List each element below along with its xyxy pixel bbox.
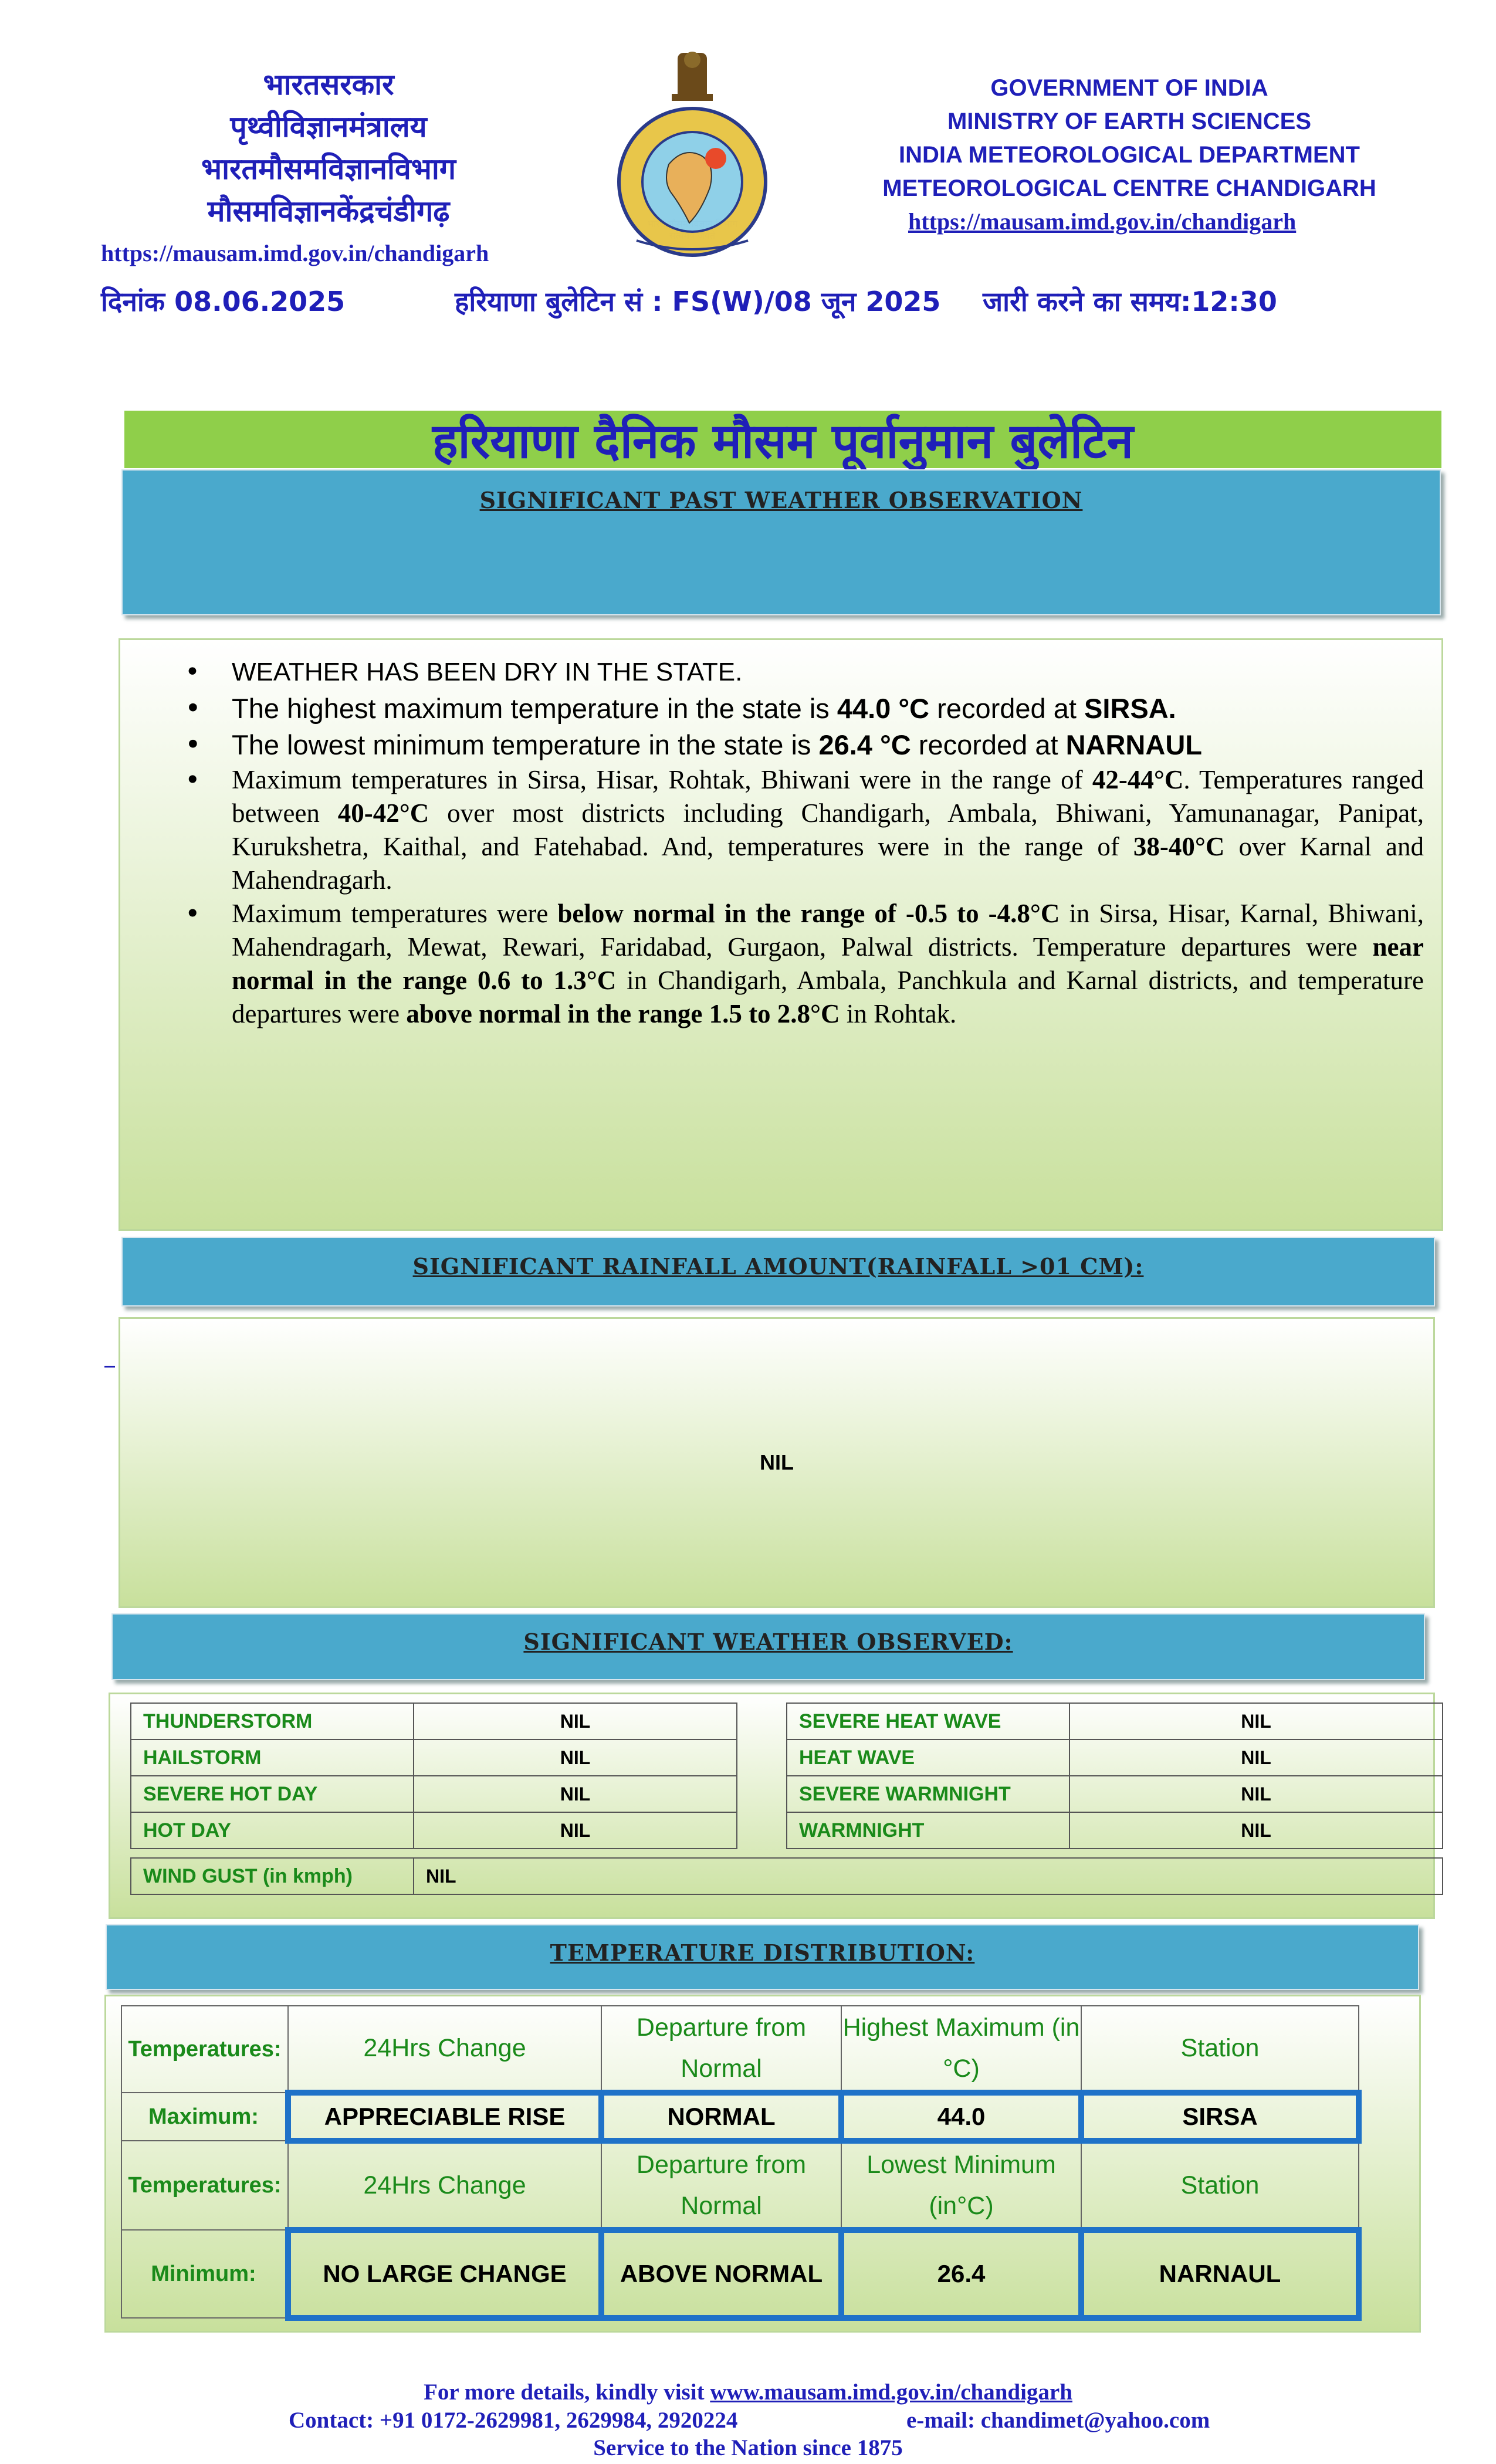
temperature-header <box>106 1924 1419 1990</box>
rainfall-header <box>121 1237 1435 1307</box>
weather-observed-header <box>111 1613 1425 1680</box>
bulletin-title: हरियाणा दैनिक मौसम पूर्वानुमान बुलेटिन <box>124 411 1441 468</box>
bulletin-number: हरियाणा बुलेटिन सं : FS(W)/08 जून 2025 <box>455 286 941 317</box>
list-item: • The highest maximum temperature in the state is 44.0 °C recorded at SIRSA. <box>232 691 1424 727</box>
past-weather-heading: SIGNIFICANT PAST WEATHER OBSERVATION <box>479 487 1083 513</box>
table-row: THUNDERSTORM NIL <box>131 1703 737 1739</box>
english-url-link[interactable]: https://mausam.imd.gov.in/chandigarh <box>908 208 1297 235</box>
table-row: Temperatures: 24Hrs Change Departure from Normal Lowest Minimum (in°C) Station <box>121 2141 1359 2230</box>
footer-link[interactable]: www.mausam.imd.gov.in/chandigarh <box>710 2380 1072 2405</box>
temperature-heading: TEMPERATURE DISTRIBUTION: <box>550 1940 975 1966</box>
english-line: METEOROLOGICAL CENTRE CHANDIGARH <box>882 175 1376 201</box>
english-line: INDIA METEOROLOGICAL DEPARTMENT <box>899 142 1360 168</box>
table-row: WARMNIGHT NIL <box>787 1812 1443 1849</box>
table-row: SEVERE WARMNIGHT NIL <box>787 1776 1443 1812</box>
rainfall-value: NIL <box>760 1450 794 1474</box>
list-item: • Maximum temperatures were below normal in the range of -0.5 to -4.8°C in Sirsa, Hisar, Karnal, Bhiwani, Mahendragarh, Mewat, Rewari, Faridabad, Gurgaon, Palwal districts. Temperature departures were near normal in the range 0.6 to 1.3°C in Chandigarh, Ambala, Panchkula and Karnal districts, and temperature departures were above normal in the range 1.5 to 2.8°C in Rohtak. <box>232 897 1424 1031</box>
ashoka-emblem-icon <box>672 52 713 101</box>
table-row: SEVERE HOT DAY NIL <box>131 1776 737 1812</box>
observation-list <box>120 654 1441 1031</box>
emblem-motto <box>616 229 769 242</box>
rainfall-heading: SIGNIFICANT RAINFALL AMOUNT(RAINFALL >01 CM): <box>412 1253 1144 1280</box>
weather-observed-table-left <box>130 1703 737 1849</box>
table-row: Maximum: APPRECIABLE RISE NORMAL 44.0 SIRSA <box>121 2093 1359 2141</box>
table-row: HOT DAY NIL <box>131 1812 737 1849</box>
hindi-line: मौसमविज्ञानकेंद्रचंडीगढ़ <box>207 194 450 228</box>
footer-more-details: For more details, kindly visit www.mausam.imd.gov.in/chandigarh <box>424 2380 1072 2405</box>
table-row: Temperatures: 24Hrs Change Departure from Normal Highest Maximum (in °C) Station <box>121 2006 1359 2093</box>
wind-gust-table <box>130 1857 1443 1895</box>
list-item: • The lowest minimum temperature in the state is 26.4 °C recorded at NARNAUL <box>232 727 1424 763</box>
stray-dash <box>104 1366 115 1368</box>
past-weather-panel <box>119 638 1443 1231</box>
table-row: Minimum: NO LARGE CHANGE ABOVE NORMAL 26.4 NARNAUL <box>121 2230 1359 2318</box>
table-row: HEAT WAVE NIL <box>787 1739 1443 1776</box>
table-row: SEVERE HEAT WAVE NIL <box>787 1703 1443 1739</box>
table-row: HAILSTORM NIL <box>131 1739 737 1776</box>
english-header <box>851 72 1408 205</box>
hindi-line: भारतसरकार <box>263 67 394 101</box>
table-row: WIND GUST (in kmph) NIL <box>131 1858 1443 1894</box>
emblem-title <box>616 217 769 230</box>
hindi-header <box>164 63 493 232</box>
english-line: GOVERNMENT OF INDIA <box>990 75 1268 101</box>
footer-email[interactable]: e-mail: chandimet@yahoo.com <box>906 2408 1210 2433</box>
weather-observed-heading: SIGNIFICANT WEATHER OBSERVED: <box>523 1629 1013 1655</box>
issue-time: जारी करने का समय:12:30 <box>983 286 1277 317</box>
past-weather-header <box>121 469 1441 615</box>
rainfall-panel <box>119 1317 1435 1608</box>
footer-contact: Contact: +91 0172-2629981, 2629984, 2920224 <box>289 2408 738 2433</box>
hindi-line: पृथ्वीविज्ञानमंत्रालय <box>230 110 427 144</box>
temperature-table <box>121 2005 1362 2321</box>
list-item: • WEATHER HAS BEEN DRY IN THE STATE. <box>232 654 1424 691</box>
hindi-line: भारतमौसमविज्ञानविभाग <box>201 152 456 186</box>
english-line: MINISTRY OF EARTH SCIENCES <box>947 109 1312 134</box>
list-item: • Maximum temperatures in Sirsa, Hisar, Rohtak, Bhiwani were in the range of 42-44°C. Temperatures ranged between 40-42°C over most districts including Chandigarh, Ambala, Bhiwani, Yamunanagar, Panipat, Kurukshetra, Kaithal, and Fatehabad. And, temperatures were in the range of 38-40°C over Karnal and Mahendragarh. <box>232 763 1424 897</box>
hindi-url-link[interactable]: https://mausam.imd.gov.in/chandigarh <box>101 240 489 266</box>
weather-observed-table-right <box>786 1703 1443 1849</box>
bulletin-date: दिनांक 08.06.2025 <box>101 286 346 317</box>
footer-tagline: Service to the Nation since 1875 <box>593 2435 903 2460</box>
